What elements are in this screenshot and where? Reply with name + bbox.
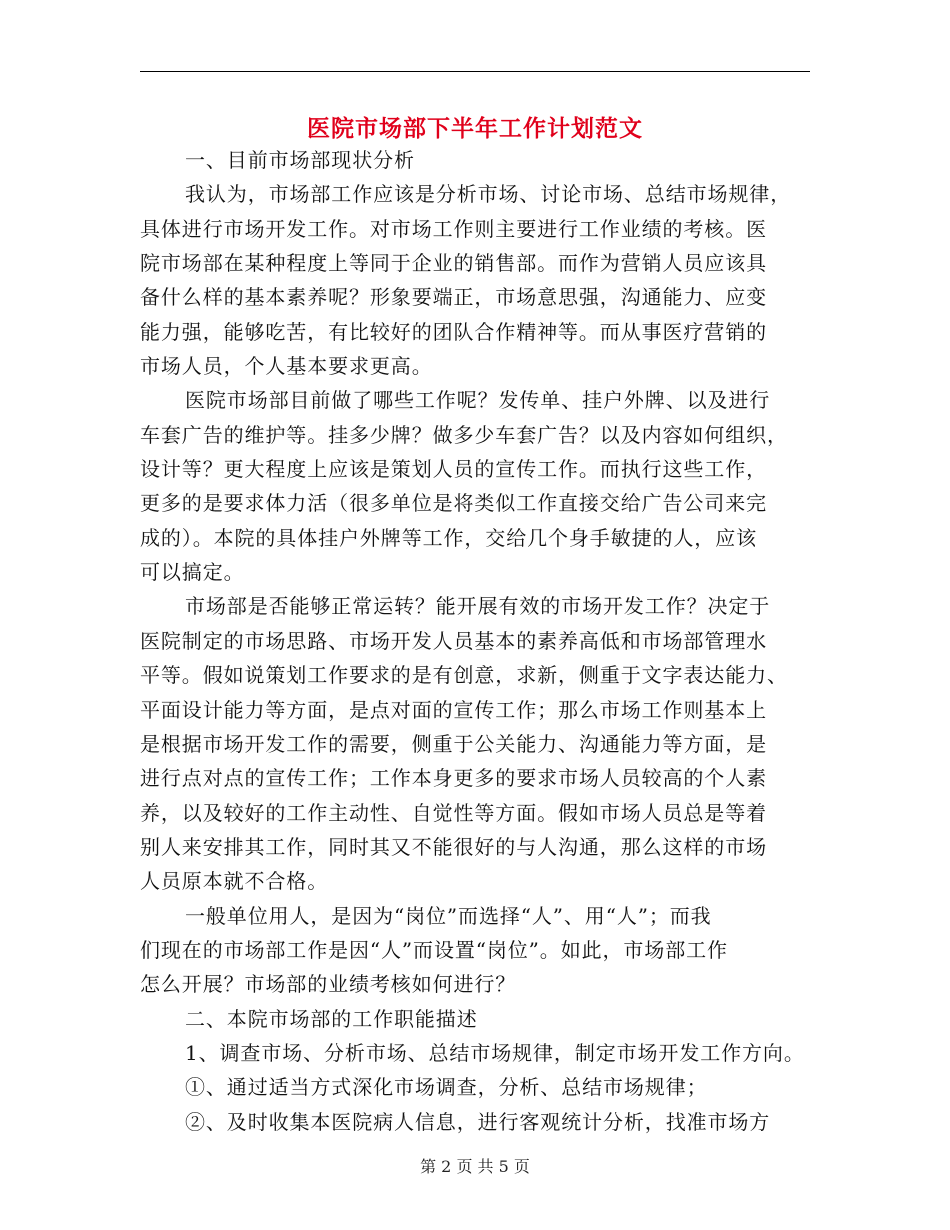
paragraph-line: 别人来安排其工作，同时其又不能很好的与人沟通，那么这样的市场: [140, 834, 767, 859]
document-title: 医院市场部下半年工作计划范文: [307, 115, 643, 142]
paragraph-line: 具体进行市场开发工作。对市场工作则主要进行工作业绩的考核。医: [140, 216, 767, 241]
section-heading: 一、目前市场部现状分析: [185, 148, 415, 172]
paragraph-line: 设计等？更大程度上应该是策划人员的宣传工作。而执行这些工作，: [140, 457, 767, 482]
header-rule: [140, 71, 810, 72]
paragraph-line: 平等。假如说策划工作要求的是有创意，求新，侧重于文字表达能力、: [140, 663, 788, 688]
paragraph-line: 市场部是否能够正常运转？能开展有效的市场开发工作？决定于: [185, 594, 771, 619]
paragraph-line: 成的）。本院的具体挂户外牌等工作，交给几个身手敏捷的人，应该: [140, 525, 757, 550]
paragraph-line: 更多的是要求体力活（很多单位是将类似工作直接交给广告公司来完: [140, 491, 767, 516]
list-item: 1、调查市场、分析市场、总结市场规律，制定市场开发工作方向。: [185, 1040, 805, 1065]
paragraph-line: 是根据市场开发工作的需要，侧重于公关能力、沟通能力等方面，是: [140, 731, 767, 756]
paragraph-line: 平面设计能力等方面，是点对面的宣传工作；那么市场工作则基本上: [140, 697, 767, 722]
paragraph-line: 医院制定的市场思路、市场开发人员基本的素养高低和市场部管理水: [140, 628, 767, 653]
document-body: [140, 143, 830, 1139]
paragraph-line: 怎么开展？市场部的业绩考核如何进行？: [140, 972, 517, 997]
paragraph-line: 院市场部在某种程度上等同于企业的销售部。而作为营销人员应该具: [140, 251, 767, 276]
paragraph-line: 市场人员，个人基本要求更高。: [140, 354, 433, 379]
paragraph-line: 能力强，能够吃苦，有比较好的团队合作精神等。而从事医疗营销的: [140, 319, 767, 344]
paragraph-line: 医院市场部目前做了哪些工作呢？发传单、挂户外牌、以及进行: [185, 388, 771, 413]
paragraph-line: 人员原本就不合格。: [140, 869, 329, 894]
paragraph-line: 可以搞定。: [140, 560, 245, 585]
section-heading: 二、本院市场部的工作职能描述: [185, 1006, 478, 1031]
list-item: ②、及时收集本医院病人信息，进行客观统计分析，找准市场方: [185, 1109, 771, 1134]
paragraph-line: 进行点对点的宣传工作；工作本身更多的要求市场人员较高的个人素: [140, 766, 767, 791]
paragraph-line: 养，以及较好的工作主动性、自觉性等方面。假如市场人员总是等着: [140, 800, 767, 825]
list-item: ①、通过适当方式深化市场调查，分析、总结市场规律；: [185, 1075, 708, 1100]
paragraph-line: 们现在的市场部工作是因“人”而设置“岗位”。如此，市场部工作: [140, 937, 728, 962]
paragraph-line: 一般单位用人，是因为“岗位”而选择“人”、用“人”；而我: [185, 903, 712, 928]
paragraph-line: 备什么样的基本素养呢？形象要端正，市场意思强，沟通能力、应变: [140, 285, 767, 310]
page-footer: 第 2 页 共 5 页: [420, 1157, 530, 1176]
paragraph-line: 我认为，市场部工作应该是分析市场、讨论市场、总结市场规律，: [185, 182, 792, 207]
paragraph-line: 车套广告的维护等。挂多少牌？做多少车套广告？以及内容如何组织，: [140, 422, 788, 447]
